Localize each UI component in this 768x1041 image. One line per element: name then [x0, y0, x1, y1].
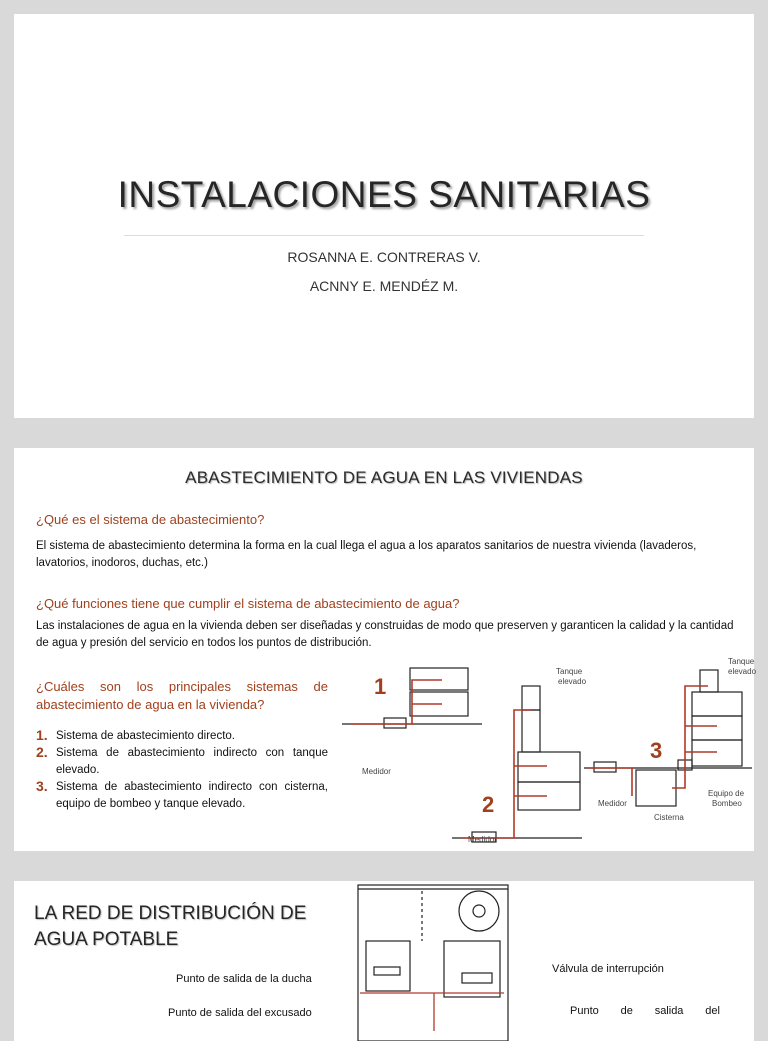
- label-outlet-point: [570, 1005, 720, 1017]
- list-text: Sistema de abastecimiento indirecto con cisterna, equipo de bombeo y tanque elevado.: [56, 781, 328, 810]
- sink-cabinet: [410, 668, 468, 690]
- elevated-tank: [522, 686, 540, 710]
- label-word: salida: [654, 1005, 684, 1017]
- list-number: 2.: [36, 744, 48, 760]
- author-1: ROSANNA E. CONTRERAS V.: [287, 249, 481, 265]
- tank-label: Tanque: [556, 667, 583, 676]
- meter-box: [594, 762, 616, 772]
- network-slide: [14, 881, 754, 1041]
- tank-stand: [522, 710, 540, 752]
- list-item: [36, 779, 328, 813]
- slide-title: ABASTECIMIENTO DE AGUA EN LAS VIVIENDAS: [185, 468, 583, 487]
- tree-symbol: [459, 891, 499, 931]
- answer-2: Las instalaciones de agua en la vivienda deben ser diseñadas y construidas de modo que preserven y garanticen la calidad y la cantidad de agua y presión del servicio en todos los puntos de distribución.: [36, 620, 734, 649]
- tank-label: elevado: [558, 677, 587, 686]
- pipe: [462, 710, 531, 838]
- list-item: [36, 728, 328, 745]
- list-item: [36, 745, 328, 779]
- floor-plan: [314, 881, 554, 1041]
- title-divider: [124, 235, 644, 236]
- fixture: [374, 967, 400, 975]
- sink-cabinet: [692, 692, 742, 716]
- label-shutoff-valve: Válvula de interrupción: [552, 963, 664, 975]
- cistern-label: Cisterna: [654, 813, 684, 822]
- sink-cabinet: [692, 740, 742, 766]
- meter-label: Medidor: [362, 767, 391, 776]
- list-text: Sistema de abastecimiento directo.: [56, 730, 235, 742]
- plan-outline: [358, 885, 508, 1041]
- system-number: 3: [650, 738, 663, 763]
- elevated-tank: [700, 670, 718, 692]
- sink-cabinet: [518, 752, 580, 782]
- meter-label: Medidor: [468, 835, 497, 844]
- list-number: 1.: [36, 727, 48, 743]
- cistern: [636, 770, 676, 806]
- pump-label: Equipo de: [708, 789, 745, 798]
- supply-slide: [14, 448, 757, 851]
- meter-label: Medidor: [598, 799, 627, 808]
- system-number: 2: [482, 792, 495, 817]
- tank-label: Tanque: [728, 657, 755, 666]
- list-text: Sistema de abastecimiento indirecto con tanque elevado.: [56, 747, 328, 776]
- label-word: de: [620, 1005, 633, 1017]
- pump-label: Bombeo: [712, 799, 742, 808]
- system-number: 1: [374, 674, 387, 699]
- question-2: ¿Qué funciones tiene que cumplir el sistema de abastecimiento de agua?: [36, 596, 460, 611]
- supply-systems-diagram: [332, 657, 757, 848]
- label-toilet-outlet: Punto de salida del excusado: [168, 1007, 312, 1019]
- tank-label: elevado: [728, 667, 757, 676]
- pipe: [672, 686, 708, 788]
- tree-symbol: [473, 905, 485, 917]
- question-3: ¿Cuáles son los principales sistemas de abastecimiento de agua en la vivienda?: [36, 679, 328, 712]
- label-shower-outlet: Punto de salida de la ducha: [176, 973, 312, 985]
- meter-box: [384, 718, 406, 728]
- kitchen-room: [444, 941, 500, 997]
- question-1: ¿Qué es el sistema de abastecimiento?: [36, 512, 265, 527]
- title-slide: [14, 14, 754, 418]
- list-number: 3.: [36, 778, 48, 794]
- bathroom-room: [366, 941, 410, 991]
- systems-list: [36, 728, 328, 813]
- label-word: del: [705, 1005, 720, 1017]
- answer-1: El sistema de abastecimiento determina la forma en la cual llega el agua a los aparatos sanitarios de nuestra vivienda (lavaderos, lavatorios, inodoros, duchas, etc.): [36, 540, 697, 569]
- author-2: ACNNY E. MENDÉZ M.: [309, 278, 459, 294]
- sink-cabinet: [692, 716, 742, 740]
- fixture: [462, 973, 492, 983]
- main-title: INSTALACIONES SANITARIAS: [117, 174, 651, 215]
- slide-title: LA RED DE DISTRIBUCIÓN DE AGUA POTABLE: [34, 903, 307, 950]
- label-word: Punto: [570, 1005, 599, 1017]
